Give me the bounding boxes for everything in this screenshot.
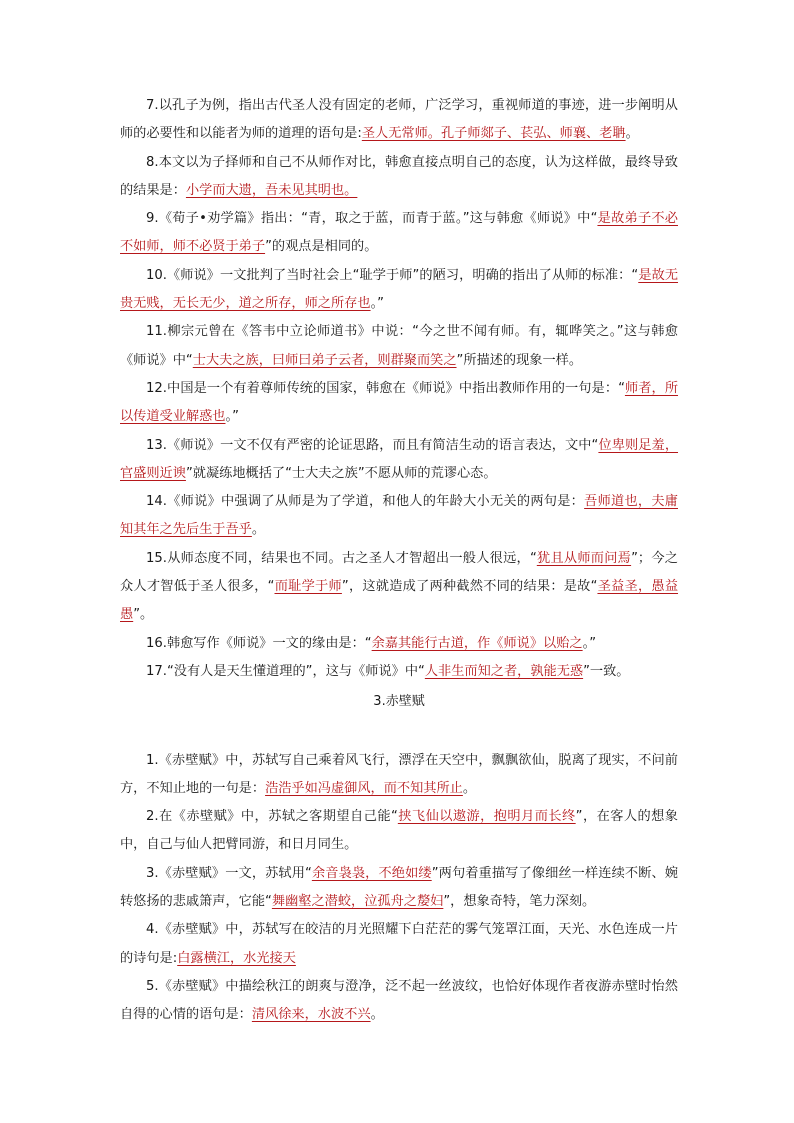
question-item: 11.柳宗元曾在《答韦中立论师道书》中说：“今之世不闻有师。有，辄哗笑之。”这与韩愈《师说》中“士大夫之族，曰师曰弟子云者，则群聚而笑之”所描述的现象一样。 [120,324,678,368]
question-item: 17.“没有人是天生懂道理的”，这与《师说》中“人非生而知之者，孰能无惑”一致。 [146,663,630,679]
answer-text: 圣益圣，愚益愚 [120,579,679,623]
question-item: 5.《赤壁赋》中描绘秋江的朗爽与澄净，泛不起一丝波纹，也恰好体现作者夜游赤壁时怡然自得的心情的语句是：清风徐来，水波不兴。 [120,978,678,1023]
answer-text: 清风徐来，水波不兴 [251,1007,371,1023]
answer-text: 而耻学于师 [274,579,342,595]
question-item: 12.中国是一个有着尊师传统的国家，韩愈在《师说》中指出教师作用的一句是：“师者，所以传道受业解惑也。” [120,380,679,425]
answer-text: 人非生而知之者，孰能无惑 [424,663,584,679]
answer-text: 是故无贵无贱，无长无少，道之所存，师之所存也 [120,267,679,312]
answer-text: 位卑则足羞，官盛则近谀 [120,437,679,481]
answer-text: 浩浩乎如冯虚御风，而不知其所止 [265,780,463,796]
answer-text: 小学而大遗，吾未见其明也。 [185,182,358,198]
answer-text: 师者，所以传道受业解惑也 [120,380,679,425]
question-item: 16.韩愈写作《师说》一文的缘由是：“余嘉其能行古道，作《师说》以贻之。” [146,635,597,651]
question-item: 14.《师说》中强调了从师是为了学道，和他人的年龄大小无关的两句是：吾师道也，夫庸知其年之先后生于吾乎。 [120,494,678,538]
section-title: 3.赤壁赋 [373,694,425,710]
answer-text: 挟飞仙以遨游，抱明月而长终 [397,809,576,825]
question-item: 10.《师说》一文批判了当时社会上“耻学于师”的陋习，明确的指出了从师的标准：“是故无贵无贱，无长无少，道之所存，师之所存也。” [120,267,679,312]
question-item: 9.《荀子•劝学篇》指出：“青，取之于蓝，而青于蓝。”这与韩愈《师说》中“是故弟子不必不如师，师不必贤于弟子”的观点是相同的。 [120,211,678,255]
question-item: 13.《师说》一文不仅有严密的论证思路，而且有简洁生动的语言表达，文中“位卑则足羞，官盛则近谀”就凝练地概括了“士大夫之族”不愿从师的荒谬心态。 [120,437,679,481]
answer-text: 舞幽壑之潜蛟，泣孤舟之嫠妇 [271,894,444,910]
answer-text: 犹且从师而问焉 [536,550,632,566]
question-item: 3.《赤壁赋》一文，苏轼用“余音袅袅，不绝如缕”两句着重描写了像细丝一样连续不断、婉转悠扬的悲戚箫声，它能“舞幽壑之潜蛟，泣孤舟之嫠妇”，想象奇特，笔力深刻。 [120,865,678,910]
answer-text: 圣人无常师。孔子师郯子、苌弘、师襄、老聃 [361,126,626,142]
answer-text: 余音袅袅，不绝如缕 [311,865,432,881]
question-item: 2.在《赤壁赋》中，苏轼之客期望自己能“挟飞仙以遨游，抱明月而长终”，在客人的想象中，自己与仙人把臂同游，和日月同生。 [120,809,678,853]
question-item: 15.从师态度不同，结果也不同。古之圣人才智超出一般人很远，“犹且从师而问焉”；今之众人才智低于圣人很多，“而耻学于师”，这就造成了两种截然不同的结果：是故“圣益圣，愚益愚”。 [120,550,679,623]
question-item: 1.《赤壁赋》中，苏轼写自己乘着风飞行，漂浮在天空中，飘飘欲仙，脱离了现实，不问前方，不知止地的一句是：浩浩乎如冯虚御风，而不知其所止。 [120,752,678,796]
answer-text: 吾师道也，夫庸知其年之先后生于吾乎 [120,494,678,538]
answer-text: 白露横江，水光接天 [177,950,296,966]
question-item: 8.本文以为子择师和自己不从师作对比，韩愈直接点明自己的态度，认为这样做，最终导致的结果是：小学而大遗，吾未见其明也。 [120,154,678,198]
question-item: 4.《赤壁赋》中，苏轼写在皎洁的月光照耀下白茫茫的雾气笼罩江面，天光、水色连成一片的诗句是:白露横江，水光接天 [120,922,678,966]
question-item: 7.以孔子为例，指出古代圣人没有固定的老师，广泛学习，重视师道的事迹，进一步阐明从师的必要性和以能者为师的道理的语句是:圣人无常师。孔子师郯子、苌弘、师襄、老聃。 [120,98,678,142]
answer-text: 是故弟子不必不如师，师不必贤于弟子 [120,211,678,255]
document-body [120,92,678,1030]
answer-text: 士大夫之族，曰师曰弟子云者，则群聚而笑之 [192,352,457,368]
answer-text: 余嘉其能行古道，作《师说》以贻之 [371,635,583,651]
